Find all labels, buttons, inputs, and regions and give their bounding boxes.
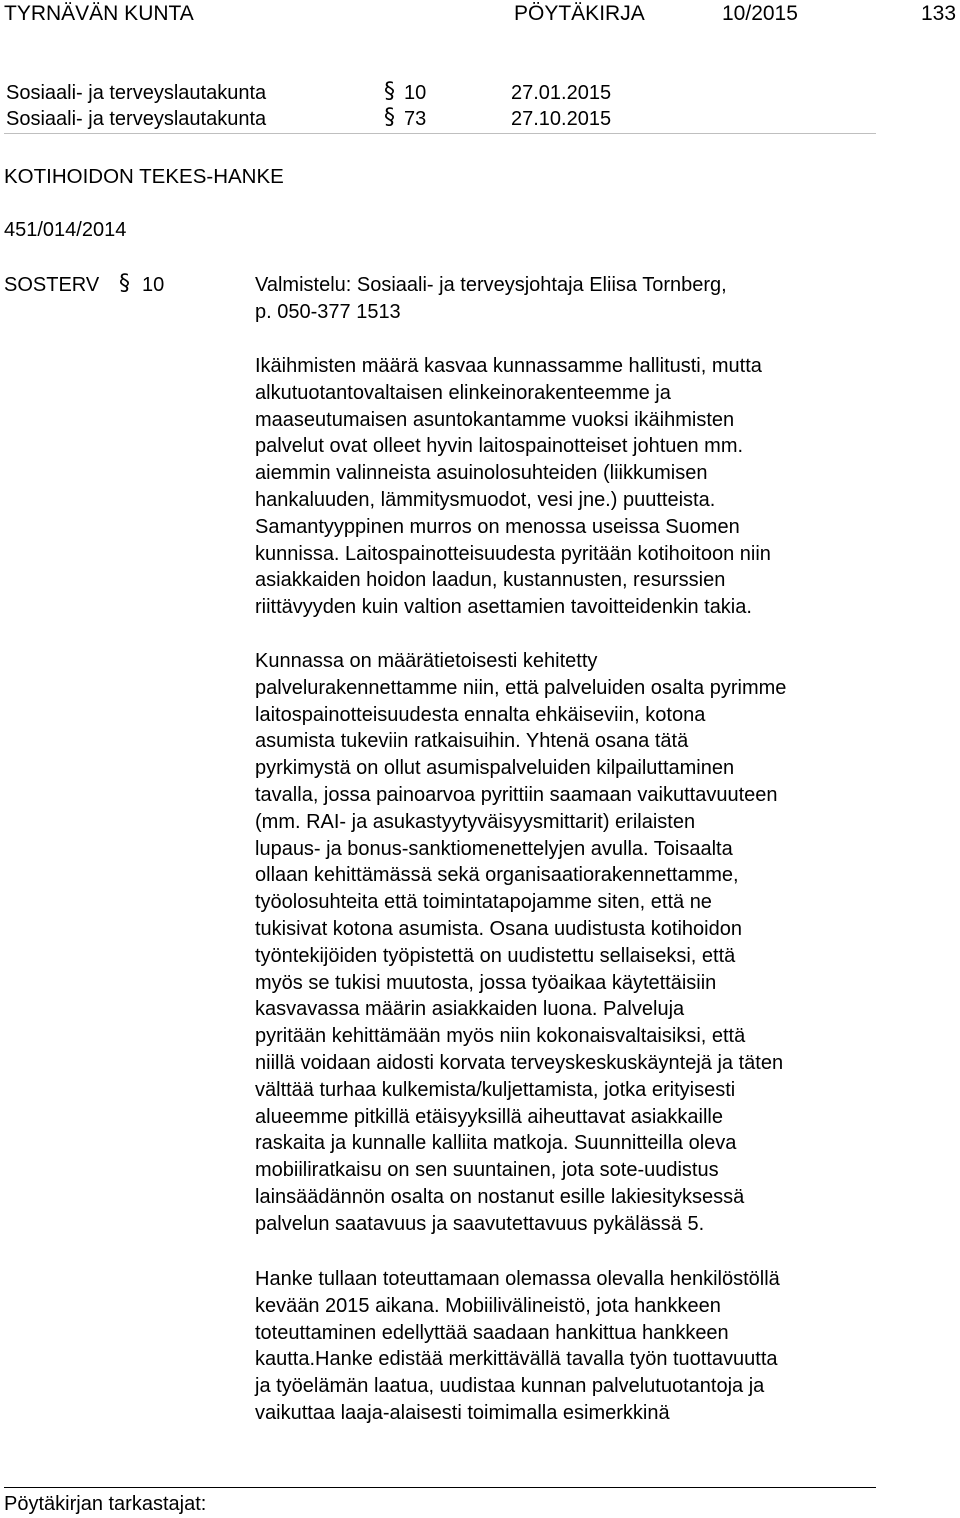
- text-line: alueemme pitkillä etäisyyksillä aiheuttavat asiakkaille: [255, 1105, 723, 1128]
- paragraph: [255, 353, 771, 621]
- document-type: PÖYTÄKIRJA: [514, 2, 645, 25]
- text-line: pyritään kehittämään myös niin kokonaisvaltaisiksi, että: [255, 1025, 746, 1048]
- text-line: riittävyyden kuin valtion asettamien tavoitteidenkin takia.: [255, 596, 752, 619]
- text-line: toteuttaminen edellyttää saadaan hankittua hankkeen: [255, 1321, 729, 1344]
- text-line: Kunnassa on määrätietoisesti kehitetty: [255, 650, 598, 672]
- reviewers-label: Pöytäkirjan tarkastajat:: [4, 1493, 207, 1515]
- text-line: asumista tukeviin ratkaisuihin. Yhtenä osana tätä: [255, 730, 689, 753]
- sosterv-number: 10: [142, 274, 165, 296]
- meeting-body: Sosiaali- ja terveyslautakunta: [6, 108, 267, 130]
- text-line: aiemmin valinneista asuinolosuhteiden (liikkumisen: [255, 462, 708, 485]
- paragraph: [255, 648, 786, 1238]
- text-line: laitospainotteisuudesta ennalta ehkäiseviin, kotona: [255, 703, 706, 726]
- text-line: ja työelämän laatua, uudistaa kunnan palvelutuotantoja ja: [255, 1375, 765, 1398]
- text-line: maaseutumaisen asuntokantamme vuoksi ikäihmisten: [255, 408, 735, 431]
- text-line: lupaus- ja bonus-sanktiomenettelyjen avulla. Toisaalta: [255, 837, 733, 860]
- meeting-body: Sosiaali- ja terveyslautakunta: [6, 82, 267, 104]
- text-line: vaikuttaa laaja-alaisesti toimimalla esimerkkinä: [255, 1401, 670, 1424]
- footer-divider: [4, 1487, 876, 1488]
- meeting-date: 27.10.2015: [511, 108, 612, 130]
- section-number: 10: [404, 82, 427, 104]
- text-line: palvelun saatavuus ja saavutettavuus pykälässä 5.: [255, 1212, 705, 1235]
- section-sign: §: [384, 105, 395, 130]
- text-line: välttää turhaa kulkemista/kuljettamista, jotka erityisesti: [255, 1078, 736, 1101]
- text-line: pyrkimystä on ollut asumispalveluiden kilpailuttaminen: [255, 757, 735, 780]
- text-line: kunnissa. Laitospainotteisuudesta pyritään kotihoitoon niin: [255, 542, 771, 565]
- text-line: ollaan kehittämässä sekä organisaatiorakennettamme,: [255, 864, 739, 887]
- text-line: (mm. RAI- ja asukastyytyväisyysmittarit) erilaisten: [255, 810, 696, 833]
- text-line: hankaluuden, lämmitysmuodot, vesi jne.) puutteista.: [255, 488, 716, 511]
- text-line: kautta.Hanke edistää merkittävällä tavalla työn tuottavuutta: [255, 1348, 778, 1371]
- municipality-name: TYRNÄVÄN KUNTA: [4, 2, 194, 25]
- text-line: Hanke tullaan toteuttamaan olemassa olevalla henkilöstöllä: [255, 1268, 780, 1290]
- sosterv-label: SOSTERV: [4, 274, 100, 296]
- text-line: tukisivat kotona asumista. Osana uudistusta kotihoidon: [255, 917, 742, 940]
- text-line: alkutuotantovaltaisen elinkeinorakenteemme ja: [255, 381, 671, 404]
- agenda-title: KOTIHOIDON TEKES-HANKE: [4, 165, 284, 188]
- header-divider: [4, 133, 876, 134]
- text-line: raskaita ja kunnalle kalliita matkoja. Suunnitteilla oleva: [255, 1132, 737, 1155]
- text-line: palvelurakennettamme niin, että palveluiden osalta pyrimme: [255, 676, 787, 699]
- document-number: 10/2015: [722, 2, 798, 25]
- text-line: asiakkaiden hoidon laadun, kustannusten, resurssien: [255, 569, 726, 592]
- meeting-date: 27.01.2015: [511, 82, 612, 104]
- paragraph: [255, 1266, 780, 1427]
- text-line: kevään 2015 aikana. Mobiilivälineistö, jota hankkeen: [255, 1294, 721, 1317]
- text-line: lainsäädännön osalta on nostanut esille lakiesityksessä: [255, 1185, 745, 1208]
- text-line: työntekijöiden työpistettä on uudistettu sellaiseksi, että: [255, 944, 736, 967]
- text-line: Ikäihmisten määrä kasvaa kunnassamme hallitusti, mutta: [255, 355, 762, 377]
- text-line: mobiiliratkaisu on sen suuntainen, jota sote-uudistus: [255, 1159, 719, 1182]
- text-line: kasvavassa määrin asiakkaiden luona. Palveluja: [255, 998, 685, 1021]
- text-line: tavalla, jossa painoarvoa pyrittiin saamaan vaikuttavuuteen: [255, 783, 778, 806]
- preparer-line: Valmistelu: Sosiaali- ja terveysjohtaja Eliisa Tornberg,: [255, 274, 727, 296]
- text-line: myös se tukisi muutosta, jossa työaikaa käytettäisiin: [255, 971, 717, 994]
- section-sign: §: [384, 79, 395, 104]
- section-number: 73: [404, 108, 427, 130]
- preparer-phone: p. 050-377 1513: [255, 301, 401, 323]
- section-sign: §: [119, 271, 130, 296]
- page-number: 133: [921, 2, 957, 25]
- text-line: niillä voidaan aidosti korvata terveyskeskuskäyntejä ja täten: [255, 1051, 784, 1074]
- text-line: palvelut ovat olleet hyvin laitospainotteiset johtuen mm.: [255, 435, 744, 458]
- text-line: työolosuhteita että toimintatapojamme siten, että ne: [255, 891, 712, 914]
- text-line: Samantyyppinen murros on menossa useissa Suomen: [255, 515, 740, 538]
- record-id: 451/014/2014: [4, 219, 127, 241]
